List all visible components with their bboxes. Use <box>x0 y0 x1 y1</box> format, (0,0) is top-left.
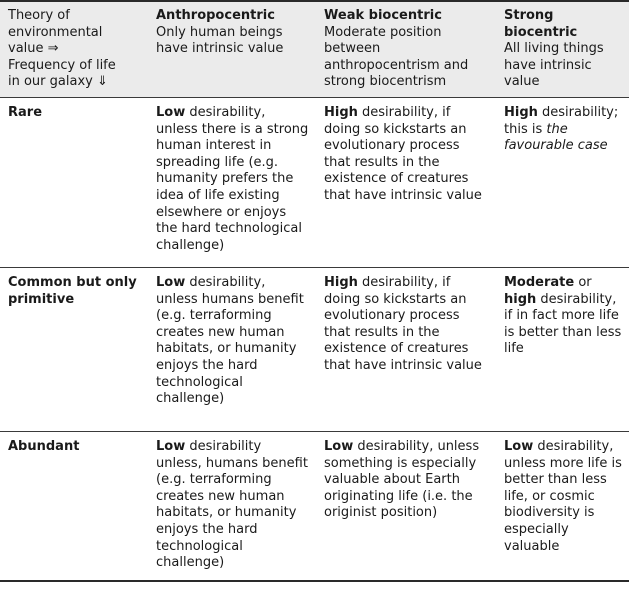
cell-common-strong-biocentric <box>496 267 629 431</box>
rating: Low <box>504 438 534 454</box>
cell-abundant-strong-biocentric <box>496 431 629 580</box>
header-row <box>0 1 629 97</box>
table-row <box>0 97 629 267</box>
header-weak-biocentric <box>316 1 496 97</box>
header-anthropocentric-subtitle: Only human beings have intrinsic value <box>156 24 284 57</box>
rating: Low <box>156 104 186 120</box>
row-label-abundant: Abundant <box>0 431 148 580</box>
cell-text: desirability, if in fact more life is better than less life <box>504 291 622 357</box>
row-label-rare: Rare <box>0 97 148 267</box>
cell-text: desirability, if doing so kickstarts an evolutionary process that results in the existence of creatures that have intrinsic value <box>324 274 482 373</box>
header-strong-biocentric-subtitle: All living things have intrinsic value <box>504 41 604 90</box>
header-corner-line: environmental <box>8 24 103 40</box>
cell-abundant-anthropocentric <box>148 431 316 580</box>
cell-rare-strong-biocentric <box>496 97 629 267</box>
cell-text: desirability, unless there is a strong human interest in spreading life (e.g. humanity prefers the idea of life existing elsewhere or enjoys the hard technological challenge) <box>156 104 309 253</box>
rating: High <box>324 104 358 120</box>
rating-secondary: high <box>504 291 537 307</box>
cell-common-anthropocentric <box>148 267 316 431</box>
rating: Low <box>156 274 186 290</box>
rating: High <box>324 274 358 290</box>
cell-text: or <box>574 274 592 290</box>
header-corner-line: Theory of <box>8 8 70 23</box>
table-row <box>0 267 629 431</box>
row-label-common: Common but only primitive <box>0 267 148 431</box>
cell-text: desirability unless, humans benefit (e.g. terraforming creates new human habitats, or humanity enjoys the hard technological challenge) <box>156 438 308 571</box>
header-strong-biocentric-title: Strong biocentric <box>504 8 578 40</box>
rating: Low <box>324 438 354 454</box>
rating: Low <box>156 438 186 454</box>
rating: High <box>504 104 538 120</box>
cell-common-weak-biocentric <box>316 267 496 431</box>
cell-text: desirability, unless humans benefit (e.g. terraforming creates new human habitats, or humanity enjoys the hard technological challenge) <box>156 274 304 407</box>
header-strong-biocentric <box>496 1 629 97</box>
header-corner-line: value ⇒ <box>8 41 59 57</box>
cell-rare-anthropocentric <box>148 97 316 267</box>
header-anthropocentric-title: Anthropocentric <box>156 8 275 23</box>
header-anthropocentric <box>148 1 316 97</box>
cell-text: desirability, unless something is especially valuable about Earth originating life (i.e. the originist position) <box>324 438 480 521</box>
cell-text: desirability, unless more life is better than less life, or cosmic biodiversity is especially valuable <box>504 438 622 554</box>
cell-italic-text: the favourable case <box>504 121 608 154</box>
header-corner-cell <box>0 1 148 97</box>
cell-text: desirability, if doing so kickstarts an evolutionary process that results in the existence of creatures that have intrinsic value <box>324 104 482 203</box>
cell-text: desirability; this is <box>504 104 619 137</box>
header-weak-biocentric-subtitle: Moderate position between anthropocentrism and strong biocentrism <box>324 24 469 90</box>
header-corner-line: Frequency of life <box>8 57 116 73</box>
rating: Moderate <box>504 274 575 290</box>
cell-abundant-weak-biocentric <box>316 431 496 580</box>
header-weak-biocentric-title: Weak biocentric <box>324 8 442 23</box>
table-row <box>0 431 629 580</box>
header-corner-line: in our galaxy ⇓ <box>8 74 108 90</box>
cell-rare-weak-biocentric <box>316 97 496 267</box>
